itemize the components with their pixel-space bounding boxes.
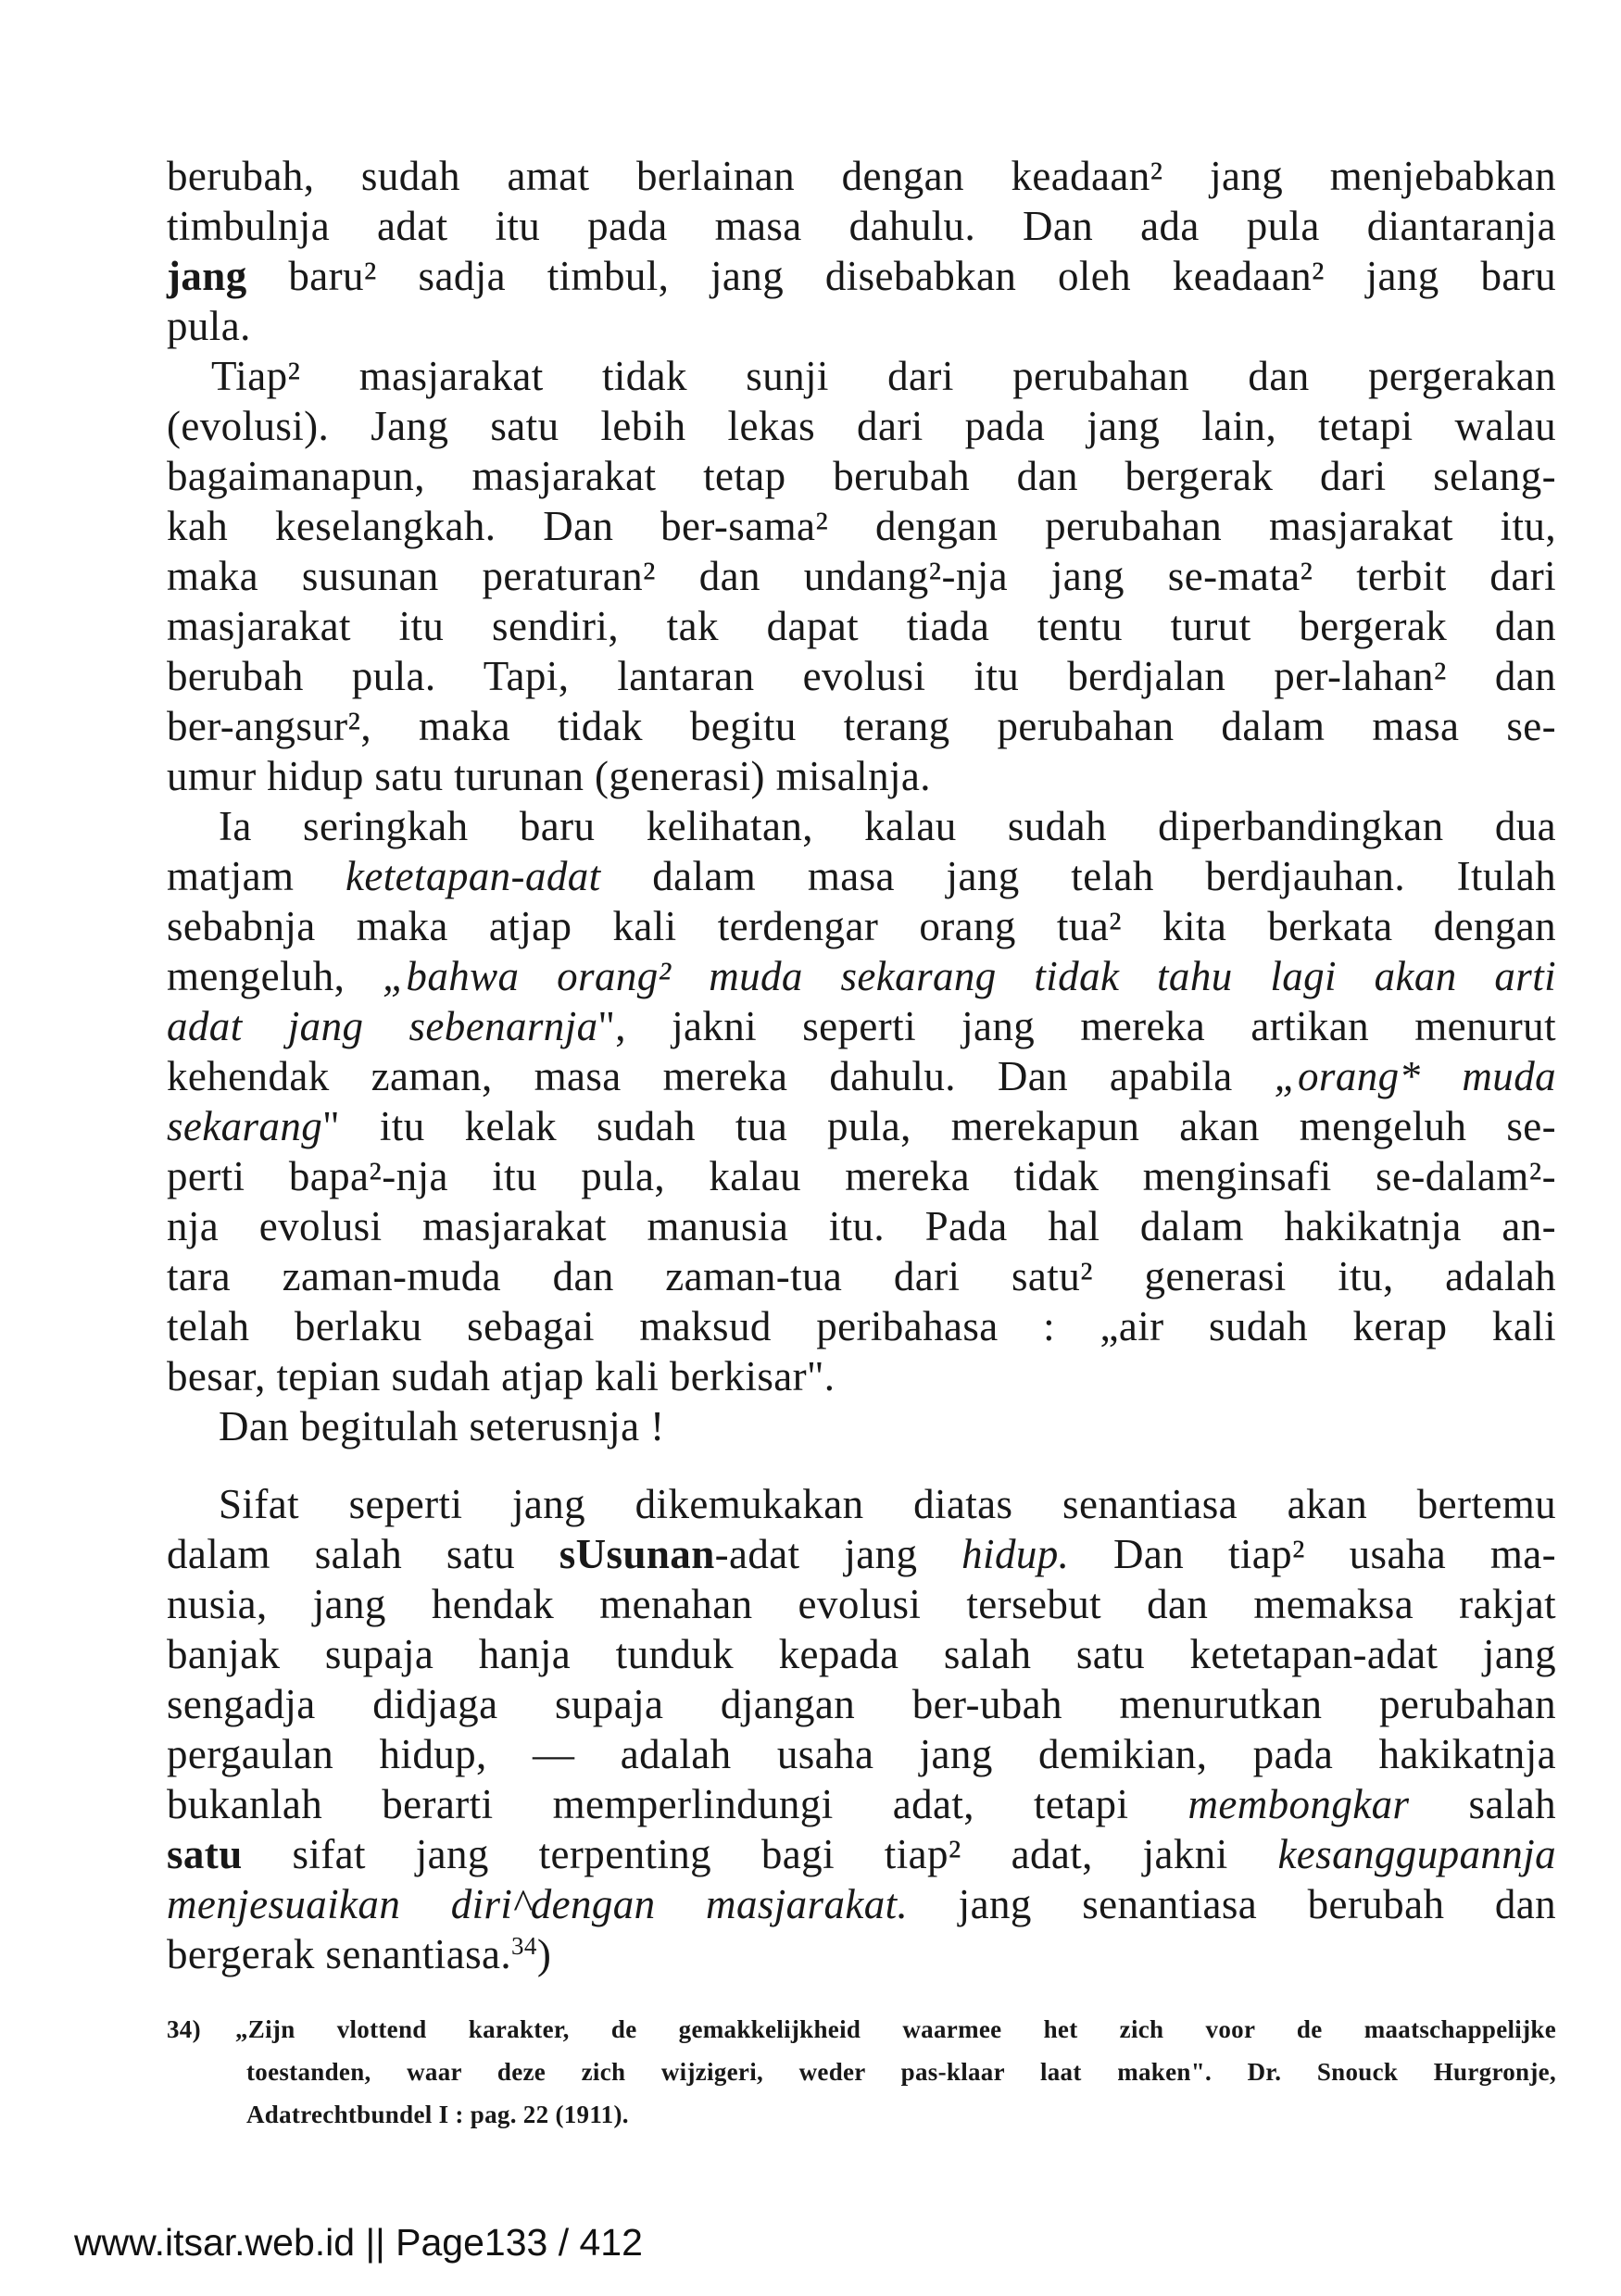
italic-text: „orang* muda <box>1274 1053 1556 1099</box>
text-line <box>167 651 1556 701</box>
text-line <box>167 701 1556 751</box>
footnote-number: 34) <box>167 2015 201 2043</box>
text-run: Dan begitulah seterusnja ! <box>219 1403 665 1449</box>
text-run: berubah, sudah amat berlainan dengan keadaan² jang menjebabkan <box>167 153 1556 199</box>
text-run: kehendak zaman, masa mereka dahulu. Dan apabila <box>167 1053 1275 1099</box>
text-line <box>167 551 1556 601</box>
text-line <box>167 301 1556 351</box>
italic-text: menjesuaikan diri^dengan masjarakat. <box>167 1881 909 1927</box>
text-line <box>246 2093 1556 2136</box>
text-line <box>167 1529 1556 1579</box>
text-run: berubah pula. Tapi, lantaran evolusi itu berdjalan per-lahan² dan <box>167 653 1556 699</box>
text-run: tara zaman-muda dan zaman-tua dari satu² generasi itu, adalah <box>167 1253 1556 1299</box>
text-line <box>167 1779 1556 1829</box>
italic-text: adat jang sebenarnja <box>167 1003 598 1049</box>
text-run: dalam masa jang telah berdjauhan. Itulah <box>600 853 1556 899</box>
body-text <box>167 151 1556 1979</box>
text-run: mengeluh, <box>167 953 383 999</box>
text-run: " itu kelak sudah tua pula, merekapun akan mengeluh se- <box>322 1103 1556 1149</box>
text-run: perti bapa²-nja itu pula, kalau mereka tidak menginsafi se-dalam²- <box>167 1153 1556 1199</box>
italic-text: ketetapan-adat <box>346 853 601 899</box>
bold-text: sUsunan <box>559 1531 715 1577</box>
text-run: ", jakni seperti jang mereka artikan menurut <box>597 1003 1556 1049</box>
text-line <box>167 951 1556 1001</box>
text-run: dalam salah satu <box>167 1531 559 1577</box>
text-run: kah keselangkah. Dan ber-sama² dengan perubahan masjarakat itu, <box>167 503 1556 549</box>
text-run: banjak supaja hanja tunduk kepada salah satu ketetapan-adat jang <box>167 1631 1556 1677</box>
text-run: Dan tiap² usaha ma- <box>1069 1531 1557 1577</box>
text-line <box>167 1479 1556 1529</box>
text-line <box>167 1351 1556 1401</box>
text-run: sengadja didjaga supaja djangan ber-ubah menurutkan perubahan <box>167 1681 1556 1727</box>
text-line <box>167 501 1556 551</box>
text-run: baru² sadja timbul, jang disebabkan oleh keadaan² jang baru <box>246 253 1556 299</box>
text-run: salah <box>1409 1781 1556 1827</box>
text-line <box>167 1051 1556 1101</box>
text-run: bagaimanapun, masjarakat tetap berubah dan bergerak dari selang- <box>167 453 1556 499</box>
text-line <box>167 751 1556 801</box>
text-run: pergaulan hidup, — adalah usaha jang demikian, pada hakikatnja <box>167 1731 1556 1777</box>
paragraph-ia-seringkah <box>167 801 1556 1401</box>
text-run: nja evolusi masjarakat manusia itu. Pada hal dalam hakikatnja an- <box>167 1203 1556 1249</box>
paragraph-continuation <box>167 151 1556 351</box>
text-line <box>167 1201 1556 1251</box>
text-run: nusia, jang hendak menahan evolusi tersebut dan memaksa rakjat <box>167 1581 1556 1627</box>
text-line <box>167 1001 1556 1051</box>
text-run: jang senantiasa berubah dan <box>908 1881 1556 1927</box>
text-run: toestanden, waar deze zich wijzigeri, weder pas-klaar laat maken". Dr. Snouck Hurgronje, <box>246 2058 1556 2086</box>
text-run: Tiap² masjarakat tidak sunji dari perubahan dan pergerakan <box>211 353 1556 399</box>
text-line <box>167 851 1556 901</box>
text-line <box>167 1151 1556 1201</box>
text-line <box>167 1579 1556 1629</box>
text-run: sifat jang terpenting bagi tiap² adat, jakni <box>242 1831 1278 1877</box>
italic-text: membongkar <box>1187 1781 1410 1827</box>
text-line <box>167 1829 1556 1879</box>
text-line <box>235 2008 1556 2051</box>
footnote <box>167 2008 1556 2136</box>
text-line <box>167 201 1556 251</box>
paragraph-tiap-masjarakat <box>167 351 1556 801</box>
text-line <box>167 1679 1556 1729</box>
text-run: maka susunan peraturan² dan undang²-nja jang se-mata² terbit dari <box>167 553 1556 599</box>
text-line <box>167 451 1556 501</box>
text-line <box>167 1929 1556 1979</box>
page-footer: www.itsar.web.id || Page133 / 412 <box>74 2221 643 2264</box>
text-run: Sifat seperti jang dikemukakan diatas senantiasa akan bertemu <box>219 1481 1556 1527</box>
bold-text: satu <box>167 1831 243 1877</box>
superscript-text: 34 <box>511 1932 537 1961</box>
text-line <box>167 1879 1556 1929</box>
footnote-text <box>235 2008 1556 2136</box>
italic-text: sekarang <box>167 1103 323 1149</box>
text-line <box>246 2051 1556 2093</box>
italic-text: hidup. <box>961 1531 1070 1577</box>
text-run: bergerak senantiasa. <box>167 1931 511 1977</box>
text-run: sebabnja maka atjap kali terdengar orang tua² kita berkata dengan <box>167 903 1556 949</box>
text-run: besar, tepian sudah atjap kali berkisar". <box>167 1353 836 1399</box>
text-line <box>167 1729 1556 1779</box>
text-run: (evolusi). Jang satu lebih lekas dari pada jang lain, tetapi walau <box>167 403 1556 449</box>
text-line <box>167 401 1556 451</box>
italic-text: „bahwa orang² muda sekarang tidak tahu lagi akan arti <box>383 953 1556 999</box>
text-line <box>167 251 1556 301</box>
paragraph-sifat-seperti <box>167 1479 1556 1979</box>
text-run: umur hidup satu turunan (generasi) misalnja. <box>167 753 931 799</box>
text-run: „Zijn vlottend karakter, de gemakkelijkheid waarmee het zich voor de maatschappelijke <box>235 2015 1556 2043</box>
bold-text: jang <box>167 253 247 299</box>
text-run: bukanlah berarti memperlindungi adat, tetapi <box>167 1781 1188 1827</box>
text-line <box>167 801 1556 851</box>
text-run: matjam <box>167 853 346 899</box>
text-line <box>167 151 1556 201</box>
text-run: telah berlaku sebagai maksud peribahasa : „air sudah kerap kali <box>167 1303 1556 1349</box>
text-line <box>167 1251 1556 1301</box>
paragraph-dan-begitulah <box>167 1401 1556 1451</box>
text-run: ) <box>536 1931 552 1977</box>
text-line <box>167 1401 1556 1451</box>
text-line <box>167 351 1556 401</box>
text-line <box>167 901 1556 951</box>
text-line <box>167 1301 1556 1351</box>
text-run: pula. <box>167 303 251 349</box>
text-line <box>167 1101 1556 1151</box>
text-run: masjarakat itu sendiri, tak dapat tiada tentu turut bergerak dan <box>167 603 1556 649</box>
text-line <box>167 601 1556 651</box>
text-run: Adatrechtbundel I : pag. 22 (1911). <box>246 2101 629 2128</box>
text-line <box>167 1629 1556 1679</box>
text-run: Ia seringkah baru kelihatan, kalau sudah diperbandingkan dua <box>219 803 1556 849</box>
text-run: ber-angsur², maka tidak begitu terang perubahan dalam masa se- <box>167 703 1556 749</box>
italic-text: kesanggupannja <box>1277 1831 1556 1877</box>
text-run: timbulnja adat itu pada masa dahulu. Dan ada pula diantaranja <box>167 203 1556 249</box>
text-run: -adat jang <box>714 1531 962 1577</box>
